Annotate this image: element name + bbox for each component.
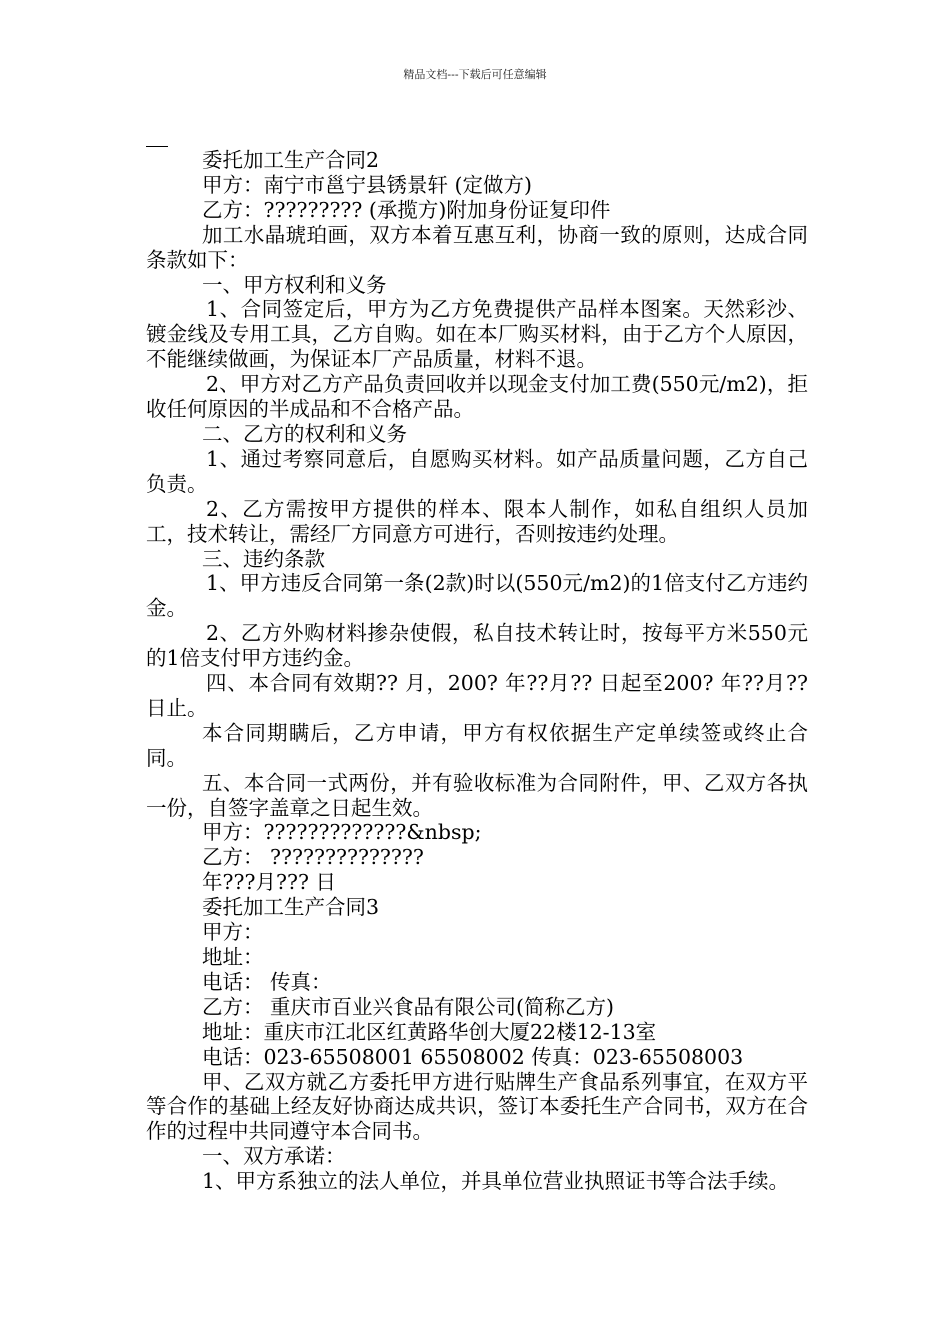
paragraph: 1、甲方系独立的法人单位，并具单位营业执照证书等合法手续。: [202, 1169, 790, 1194]
paragraph: 五、本合同一式两份，并有验收标准为合同附件，甲、乙双方各执一份，自签字盖章之日起生效。: [146, 770, 808, 820]
address-line: 地址：重庆市江北区红黄路华创大厦22楼12-13室: [202, 1019, 657, 1044]
party-a-line: 甲方：: [202, 920, 264, 945]
phone-line: 电话：023-65508001 65508002 传真：023-65508003: [202, 1044, 744, 1069]
party-b-line: 乙方： 重庆市百业兴食品有限公司(简称乙方): [202, 994, 615, 1019]
section-heading: 一、甲方权利和义务: [202, 272, 387, 297]
top-rule: [146, 146, 168, 147]
phone-line: 电话： 传真：: [202, 969, 332, 994]
paragraph: 加工水晶琥珀画，双方本着互惠互利，协商一致的原则，达成合同条款如下：: [146, 222, 808, 272]
paragraph: 2、甲方对乙方产品负责回收并以现金支付加工费(550元/m2)，拒收任何原因的半成品和不合格产品。: [146, 372, 808, 422]
date-line: 年???月??? 日: [202, 870, 336, 895]
paragraph: 甲、乙双方就乙方委托甲方进行贴牌生产食品系列事宜，在双方平等合作的基础上经友好协商达成共识，签订本委托生产合同书，双方在合作的过程中共同遵守本合同书。: [146, 1069, 808, 1144]
document-body: [146, 148, 808, 1194]
paragraph: 1、通过考察同意后，自愿购买材料。如产品质量问题，乙方自己负责。: [146, 446, 808, 496]
paragraph: 1、甲方违反合同第一条(2款)时以(550元/m2)的1倍支付乙方违约金。: [146, 571, 808, 621]
paragraph: 2、乙方外购材料掺杂使假，私自技术转让时，按每平方米550元的1倍支付甲方违约金。: [146, 621, 808, 671]
paragraph: 四、本合同有效期?? 月，200? 年??月?? 日起至200? 年??月?? 日止。: [146, 671, 808, 720]
paragraph: 1、合同签定后，甲方为乙方免费提供产品样本图案。天然彩沙、镀金线及专用工具，乙方自购。如在本厂购买材料，由于乙方个人原因，不能继续做画，为保证本厂产品质量，材料不退。: [146, 297, 808, 372]
section-heading: 三、违约条款: [202, 546, 325, 571]
signature-line: 乙方： ??????????????: [202, 845, 424, 870]
paragraph: 本合同期瞒后，乙方申请，甲方有权依据生产定单续签或终止合同。: [146, 720, 808, 770]
section-heading: 一、双方承诺：: [202, 1144, 346, 1169]
party-a-line: 甲方：南宁市邕宁县锈景轩 (定做方): [202, 172, 533, 197]
signature-line: 甲方：?????????????&nbsp;: [202, 820, 482, 845]
section-heading: 二、乙方的权利和义务: [202, 421, 407, 446]
contract-title: 委托加工生产合同2: [202, 148, 380, 172]
party-b-line: 乙方：????????? (承揽方)附加身份证复印件: [202, 197, 611, 222]
paragraph: 2、乙方需按甲方提供的样本、限本人制作，如私自组织人员加工，技术转让，需经厂方同意方可进行，否则按违约处理。: [146, 496, 808, 546]
address-line: 地址：: [202, 945, 264, 969]
contract-title: 委托加工生产合同3: [202, 895, 380, 920]
page-header: 精品文档---下载后可任意编辑: [403, 68, 547, 81]
